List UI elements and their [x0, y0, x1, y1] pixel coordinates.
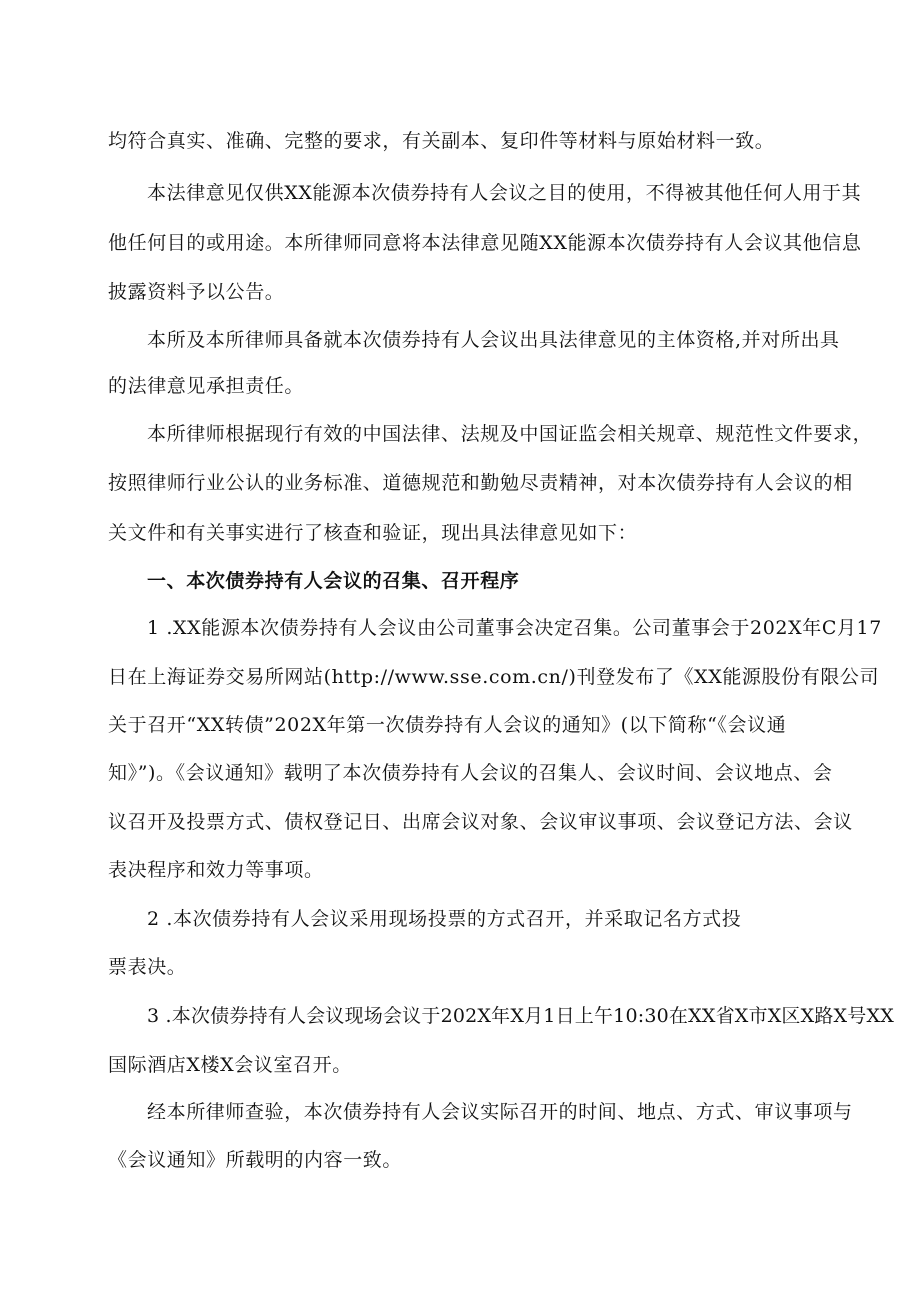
section-heading: 一、本次债券持有人会议的召集、召开程序: [147, 570, 520, 592]
paragraph-line: 本所及本所律师具备就本次债券持有人会议出具法律意见的主体资格,并对所出具: [147, 329, 840, 351]
paragraph-line: 3 .本次债券持有人会议现场会议于202X年X月1日上午10:30在XX省X市X区X路X号XX: [147, 1005, 894, 1027]
paragraph-line: 表决程序和效力等事项。: [108, 859, 324, 881]
paragraph-line: 均符合真实、准确、完整的要求，有关副本、复印件等材料与原始材料一致。: [108, 130, 775, 152]
paragraph-line: 《会议通知》所载明的内容一致。: [108, 1149, 403, 1171]
paragraph-line: 按照律师行业公认的业务标准、道德规范和勤勉尽责精神，对本次债券持有人会议的相: [108, 472, 853, 494]
paragraph-line: 本所律师根据现行有效的中国法律、法规及中国证监会相关规章、规范性文件要求，: [147, 423, 873, 445]
paragraph-line: 日在上海证券交易所网站(http://www.sse.com.cn/)刊登发布了《XX能源股份有限公司: [108, 666, 880, 688]
paragraph-line: 关文件和有关事实进行了核查和验证，现出具法律意见如下：: [108, 522, 638, 544]
paragraph-line: 议召开及投票方式、债权登记日、出席会议对象、会议审议事项、会议登记方法、会议: [108, 811, 853, 833]
paragraph-line: 1 .XX能源本次债券持有人会议由公司董事会决定召集。公司董事会于202X年C月17: [147, 617, 882, 639]
paragraph-line: 他任何目的或用途。本所律师同意将本法律意见随XX能源本次债券持有人会议其他信息: [108, 232, 862, 254]
paragraph-line: 2 .本次债券持有人会议采用现场投票的方式召开，并采取记名方式投: [147, 908, 742, 930]
paragraph-line: 经本所律师查验，本次债券持有人会议实际召开的时间、地点、方式、审议事项与: [147, 1101, 853, 1123]
paragraph-line: 国际酒店X楼X会议室召开。: [108, 1054, 352, 1076]
paragraph-line: 披露资料予以公告。: [108, 281, 285, 303]
paragraph-line: 票表决。: [108, 956, 187, 978]
paragraph-line: 知》”)。《会议通知》载明了本次债券持有人会议的召集人、会议时间、会议地点、会: [108, 762, 833, 784]
paragraph-line: 的法律意见承担责任。: [108, 375, 305, 397]
paragraph-line: 本法律意见仅供XX能源本次债券持有人会议之目的使用，不得被其他任何人用于其: [147, 182, 862, 204]
paragraph-line: 关于召开“XX转债”202X年第一次债券持有人会议的通知》(以下简称“《会议通: [108, 714, 787, 736]
